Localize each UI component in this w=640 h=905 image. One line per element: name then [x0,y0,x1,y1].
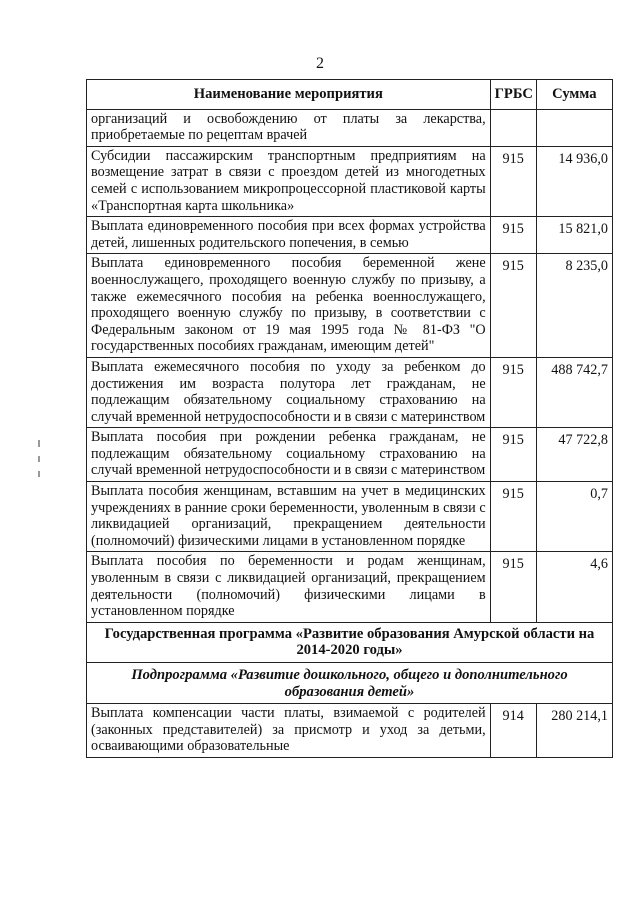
row-grbs: 915 [490,254,536,358]
subprogram-row [87,663,613,704]
table-row [87,254,613,358]
row-name: Выплата единовременного пособия беременной жене военнослужащего, проходящего военную службу по призыву, а также ежемесячного пособия на ребенка военнослужащего, проходящего военную службу по призыву, в соответствии с Федеральным законом от 19 мая 1995 года № 81-ФЗ "О государственных пособиях гражданам, имеющим детей" [87,254,491,358]
table-row [87,428,613,482]
row-grbs: 915 [490,552,536,622]
row-grbs [490,109,536,146]
header-name: Наименование мероприятия [87,80,491,110]
page-number: 2 [316,55,324,72]
row-grbs: 914 [490,704,536,758]
row-name: Выплата пособия при рождении ребенка гражданам, не подлежащим обязательному социальному страхованию на случай временной нетрудоспособности и в связи с материнством [87,428,491,482]
table-row [87,217,613,254]
table-row [87,552,613,622]
margin-mark [38,471,40,477]
margin-mark [38,456,40,462]
row-sum: 488 742,7 [536,357,612,427]
header-grbs: ГРБС [490,80,536,110]
row-name: организаций и освобождению от платы за лекарства, приобретаемые по рецептам врачей [87,109,491,146]
row-grbs: 915 [490,217,536,254]
table-header-row [87,80,613,110]
row-sum: 4,6 [536,552,612,622]
row-grbs: 915 [490,482,536,552]
table-row [87,109,613,146]
row-name: Выплата единовременного пособия при всех формах устройства детей, лишенных родительского попечения, в семью [87,217,491,254]
table-row [87,482,613,552]
margin-mark [38,440,40,447]
budget-table [86,79,613,758]
row-grbs: 915 [490,146,536,216]
row-sum: 0,7 [536,482,612,552]
header-sum: Сумма [536,80,612,110]
row-name: Выплата пособия женщинам, вставшим на учет в медицинских учреждениях в ранние сроки беременности, уволенным в связи с ликвидацией организаций, прекращением деятельности (полномочий) физическими лицами в установленном порядке [87,482,491,552]
table-row [87,146,613,216]
row-grbs: 915 [490,428,536,482]
row-sum: 8 235,0 [536,254,612,358]
subprogram-title: Подпрограмма «Развитие дошкольного, общего и дополнительного образования детей» [87,663,613,704]
row-sum: 15 821,0 [536,217,612,254]
row-sum: 47 722,8 [536,428,612,482]
program-row [87,622,613,662]
row-name: Выплата компенсации части платы, взимаемой с родителей (законных представителей) за присмотр и уход за детьми, осваивающими образовательные [87,704,491,758]
row-name: Выплата ежемесячного пособия по уходу за ребенком до достижения им возраста полутора лет гражданам, не подлежащим обязательному социальному страхованию на случай временной нетрудоспособности и в связи с материнством [87,357,491,427]
row-sum: 14 936,0 [536,146,612,216]
table-row [87,704,613,758]
table-row [87,357,613,427]
row-grbs: 915 [490,357,536,427]
row-name: Выплата пособия по беременности и родам женщинам, уволенным в связи с ликвидацией организаций, прекращением деятельности (полномочий) физическими лицами в установленном порядке [87,552,491,622]
row-sum: 280 214,1 [536,704,612,758]
row-name: Субсидии пассажирским транспортным предприятиям на возмещение затрат в связи с проездом детей из многодетных семей с использованием микропроцессорной пластиковой карты «Транспортная карта школьника» [87,146,491,216]
program-title: Государственная программа «Развитие образования Амурской области на 2014-2020 годы» [87,622,613,662]
row-sum [536,109,612,146]
